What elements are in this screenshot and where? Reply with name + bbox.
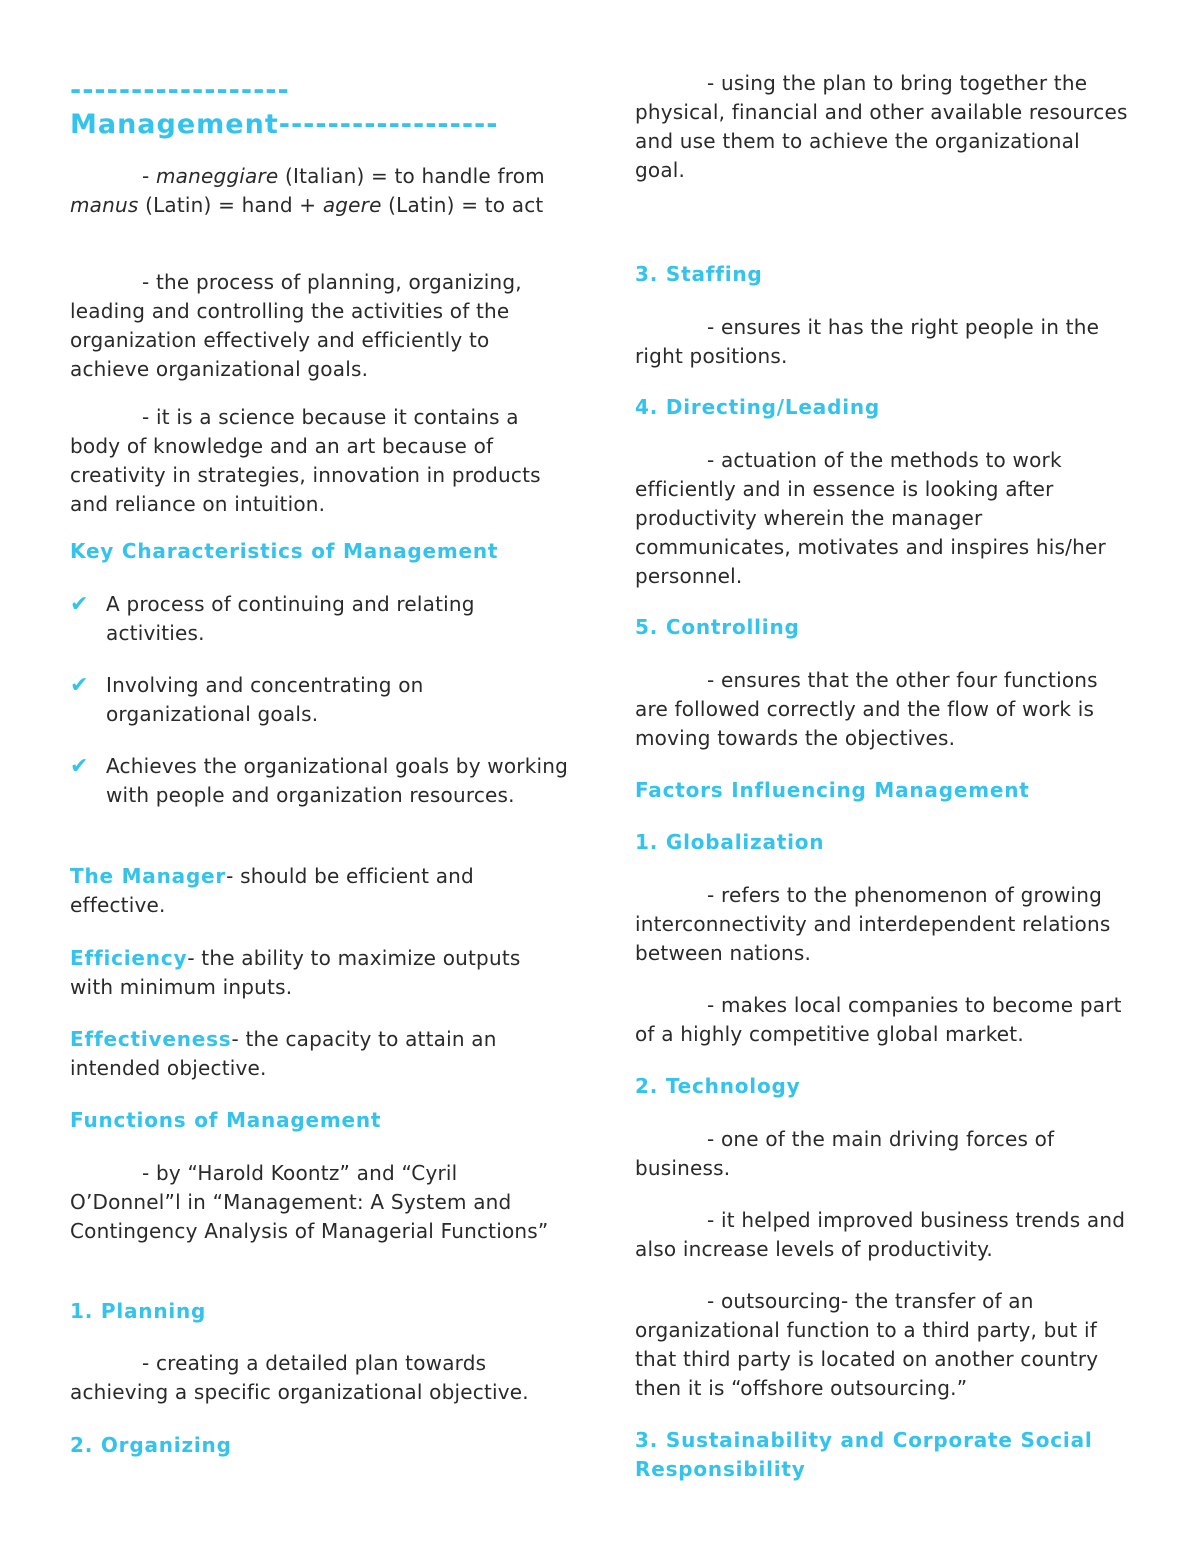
functions-paragraph: - by “Harold Koontz” and “Cyril O’Donnel”l in “Management: A System and Contingency Analysis of Managerial Functions” (70, 1161, 549, 1243)
effectiveness-definition: Effectiveness- the capacity to attain an intended objective. (70, 1027, 497, 1080)
staffing-paragraph: - ensures it has the right people in the right positions. (635, 315, 1100, 368)
checkmark-icon: ✔ (70, 673, 89, 698)
checkmark-icon: ✔ (70, 754, 89, 779)
planning-heading: 1. Planning (70, 1299, 207, 1323)
directing-paragraph: - actuation of the methods to work efficiently and in essence is looking after productivity wherein the manager communicates, motivates and inspires his/her personnel. (635, 448, 1106, 588)
title-word: Management (70, 109, 279, 140)
list-item: ✔ A process of continuing and relating activities. (70, 592, 475, 645)
efficiency-definition: Efficiency- the ability to maximize outputs with minimum inputs. (70, 946, 521, 999)
planning-paragraph: - creating a detailed plan towards achieving a specific organizational objective. (70, 1351, 529, 1404)
organizing-heading: 2. Organizing (70, 1433, 232, 1457)
title-tail: ------------------ (278, 109, 499, 140)
title-dashes: ------------------ (70, 75, 290, 106)
term-manus: manus (70, 193, 139, 217)
manager-term: The Manager (70, 864, 227, 888)
technology-paragraph-1: - one of the main driving forces of business. (635, 1127, 1055, 1180)
technology-heading: 2. Technology (635, 1074, 801, 1098)
staffing-heading: 3. Staffing (635, 262, 763, 286)
globalization-paragraph-2: - makes local companies to become part of a highly competitive global market. (635, 993, 1122, 1046)
page-title (70, 74, 570, 142)
directing-heading: 4. Directing/Leading (635, 395, 881, 419)
controlling-paragraph: - ensures that the other four functions are followed correctly and the flow of work is moving towards the objectives. (635, 668, 1098, 750)
manager-definition: The Manager- should be efficient and effective. (70, 864, 474, 917)
globalization-paragraph-1: - refers to the phenomenon of growing interconnectivity and interdependent relations between nations. (635, 883, 1111, 965)
list-item: ✔ Achieves the organizational goals by working with people and organization resources. (70, 754, 569, 807)
effectiveness-term: Effectiveness (70, 1027, 232, 1051)
sustainability-heading: 3. Sustainability and Corporate Social Responsibility (635, 1428, 1093, 1481)
technology-paragraph-2: - it helped improved business trends and also increase levels of productivity. (635, 1208, 1126, 1261)
science-paragraph: - it is a science because it contains a body of knowledge and an art because of creativity in strategies, innovation in products and reliance on intuition. (70, 405, 541, 516)
key-characteristics-heading: Key Characteristics of Management (70, 539, 499, 563)
list-item: ✔ Involving and concentrating on organizational goals. (70, 673, 424, 726)
technology-paragraph-3: - outsourcing- the transfer of an organizational function to a third party, but if that third party is located on another country then it is “offshore outsourcing.” (635, 1289, 1099, 1400)
globalization-heading: 1. Globalization (635, 830, 825, 854)
term-agere: agere (322, 193, 382, 217)
etymology-paragraph: - maneggiare (Italian) = to handle from manus (Latin) = hand + agere (Latin) = to act (70, 164, 545, 217)
term-maneggiare: maneggiare (155, 164, 279, 188)
definition-paragraph: - the process of planning, organizing, leading and controlling the activities of the organization effectively and efficiently to achieve organizational goals. (70, 270, 522, 381)
factors-heading: Factors Influencing Management (635, 778, 1030, 802)
controlling-heading: 5. Controlling (635, 615, 800, 639)
checkmark-icon: ✔ (70, 592, 89, 617)
organizing-paragraph: - using the plan to bring together the physical, financial and other available resources and use them to achieve the organizational goal. (635, 71, 1128, 182)
efficiency-term: Efficiency (70, 946, 188, 970)
functions-heading: Functions of Management (70, 1108, 382, 1132)
